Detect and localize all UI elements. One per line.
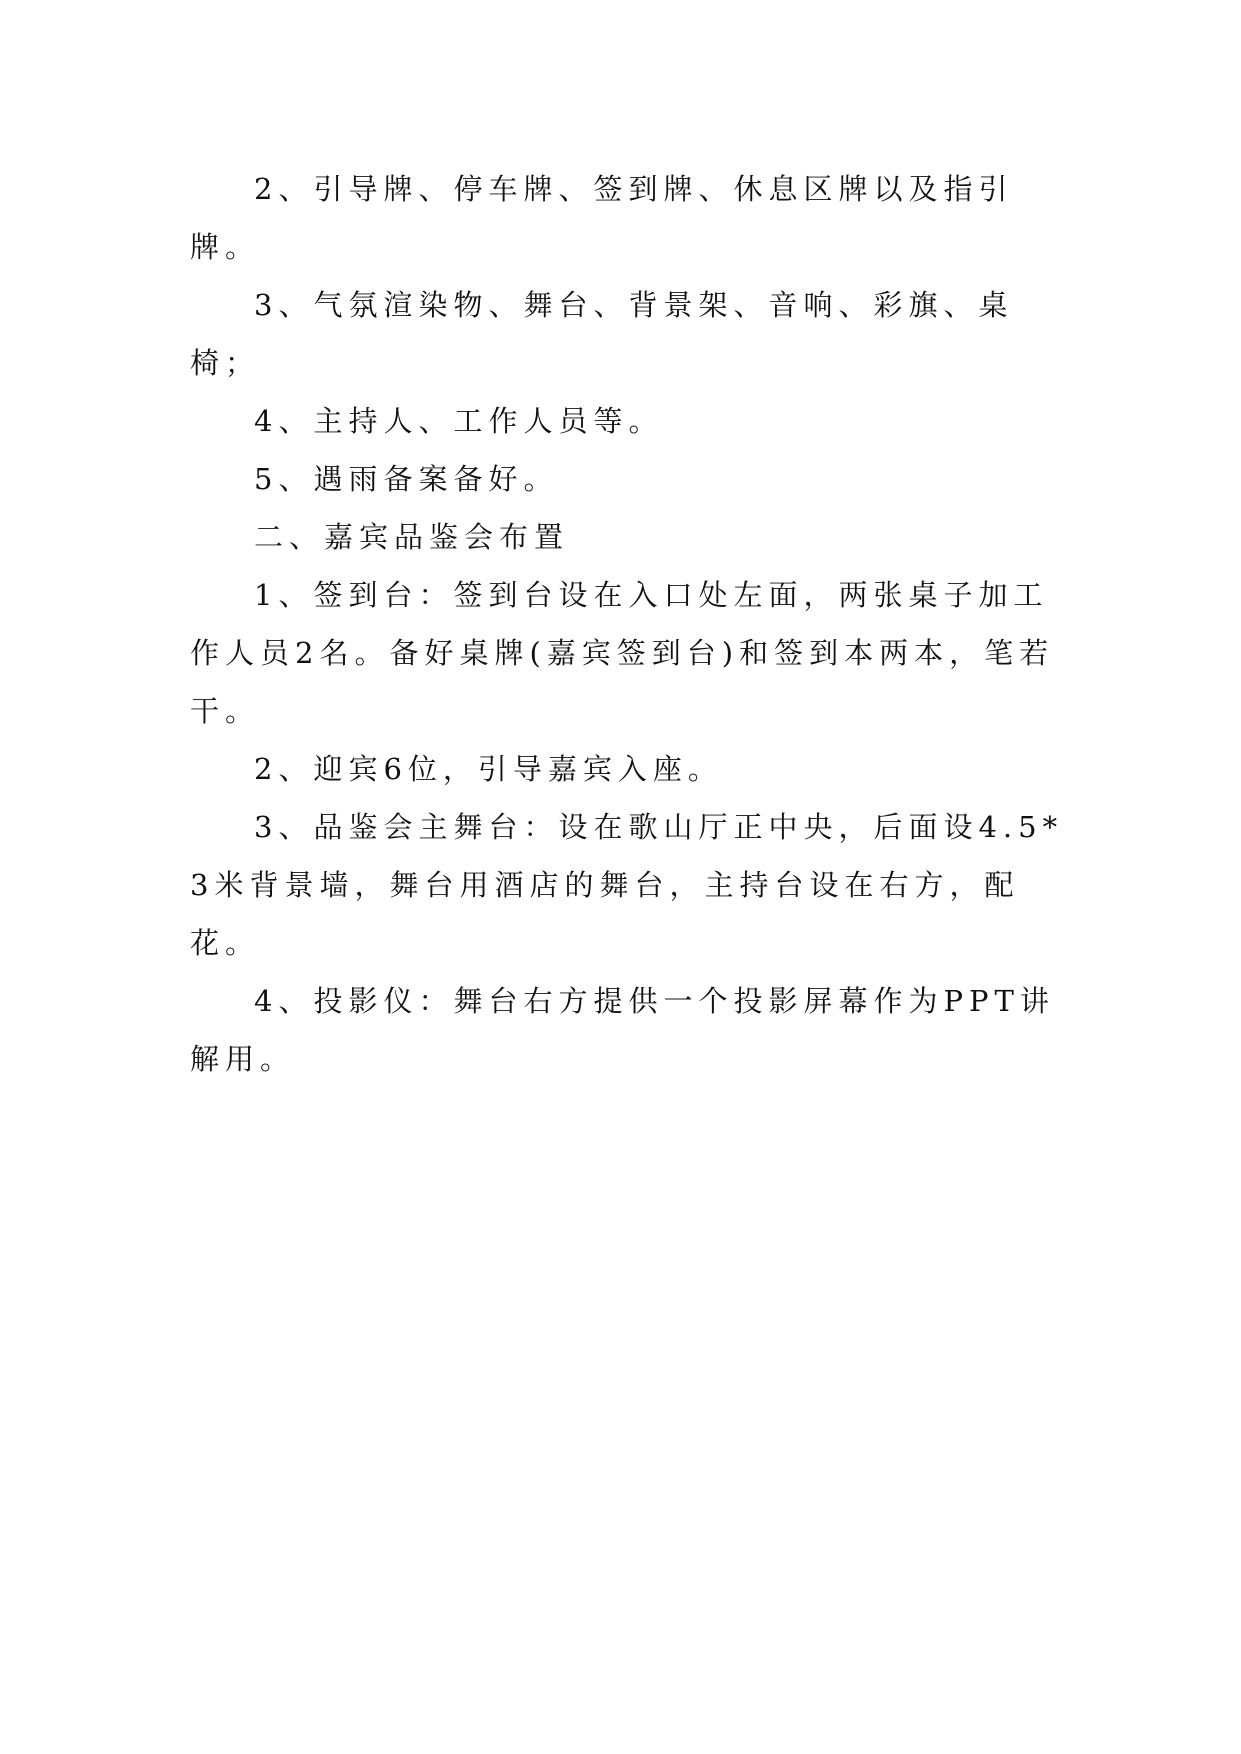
section-heading: 二、嘉宾品鉴会布置 [254,520,570,554]
list-item-signage: 2、引导牌、停车牌、签到牌、休息区牌以及指引牌。 [190,172,1014,264]
list-item-main-stage: 3、品鉴会主舞台：设在歌山厅正中央，后面设4.5*3米背景墙，舞台用酒店的舞台，主持台设在右方，配花。 [190,810,1064,960]
document-body [190,160,1070,1088]
list-item-sign-in-desk: 1、签到台：签到台设在入口处左面，两张桌子加工作人员2名。备好桌牌(嘉宾签到台)和签到本两本，笔若干。 [190,578,1055,728]
list-item-projector: 4、投影仪：舞台右方提供一个投影屏幕作为PPT讲解用。 [190,984,1055,1076]
list-item-rain-plan: 5、遇雨备案备好。 [254,462,559,496]
list-item-decoration: 3、气氛渲染物、舞台、背景架、音响、彩旗、桌椅； [190,288,1014,380]
list-item-staff: 4、主持人、工作人员等。 [254,404,664,438]
list-item-greeters: 2、迎宾6位，引导嘉宾入座。 [254,752,723,786]
